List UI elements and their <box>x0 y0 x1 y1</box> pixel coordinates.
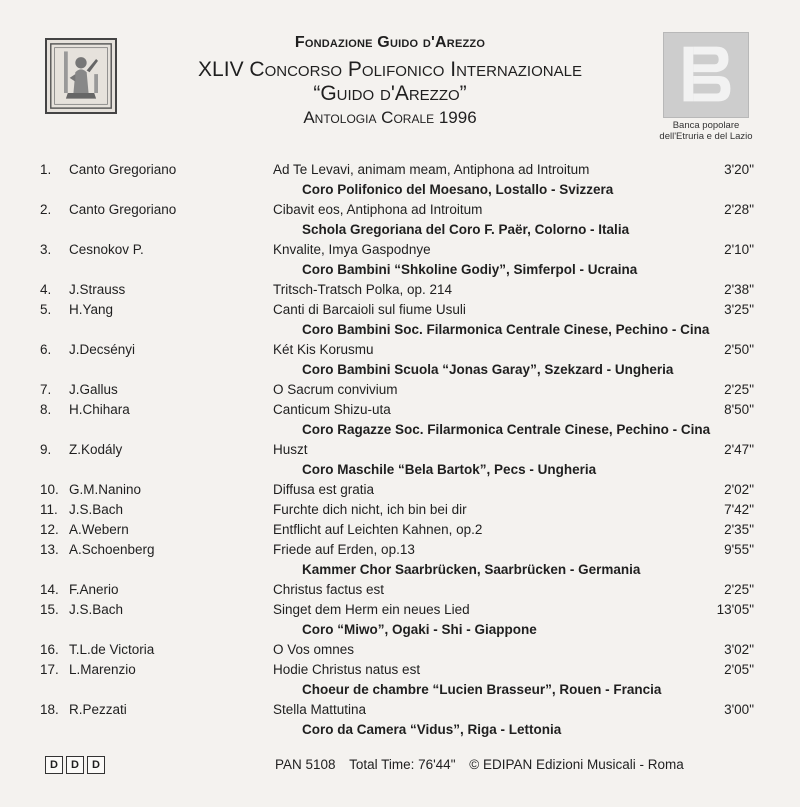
catalog-number: PAN 5108 <box>275 757 336 772</box>
ddd-code-badge <box>45 756 105 774</box>
sponsor-logo <box>652 32 760 142</box>
track-composer: J.S.Bach <box>69 602 124 617</box>
track-title: O Vos omnes <box>273 642 355 657</box>
track-composer: J.Strauss <box>69 282 126 297</box>
statue-emblem-icon <box>45 38 117 114</box>
track-duration: 2'35" <box>724 522 754 537</box>
track-choir: Kammer Chor Saarbrücken, Saarbrücken - Germania <box>302 562 641 577</box>
track-row <box>0 440 800 460</box>
guido-title: “Guido d'Arezzo” <box>313 82 467 105</box>
track-title: Canti di Barcaioli sul fiume Usuli <box>273 302 466 317</box>
track-duration: 2'47" <box>724 442 754 457</box>
track-row <box>0 340 800 360</box>
track-composer: J.Decsényi <box>69 342 136 357</box>
track-number: 2. <box>40 202 52 217</box>
bank-caption: Banca popolare dell'Etruria e del Lazio <box>659 120 753 142</box>
track-composer: J.Gallus <box>69 382 118 397</box>
track-row <box>0 540 800 560</box>
track-number: 13. <box>40 542 59 557</box>
track-row <box>0 600 800 620</box>
track-row <box>0 240 800 260</box>
track-number: 12. <box>40 522 59 537</box>
competition-title: XLIV Concorso Polifonico Internazionale <box>198 58 582 81</box>
track-choir: Coro Bambini “Shkoline Godiy”, Simferpol - Ucraina <box>302 262 638 277</box>
track-title: Diffusa est gratia <box>273 482 375 497</box>
track-list <box>0 160 800 740</box>
track-row <box>0 400 800 420</box>
track-row <box>0 640 800 660</box>
footer <box>275 757 694 772</box>
track-composer: A.Webern <box>69 522 129 537</box>
track-row <box>0 300 800 320</box>
track-row <box>0 700 800 720</box>
header <box>140 34 640 130</box>
publisher-label: © EDIPAN Edizioni Musicali - Roma <box>469 757 684 772</box>
track-composer: Canto Gregoriano <box>69 162 177 177</box>
track-choir: Coro “Miwo”, Ogaki - Shi - Giappone <box>302 622 537 637</box>
track-row <box>0 500 800 520</box>
track-number: 5. <box>40 302 52 317</box>
track-duration: 13'05" <box>716 602 754 617</box>
track-number: 11. <box>40 502 58 517</box>
track-row <box>0 160 800 180</box>
track-composer: J.S.Bach <box>69 502 124 517</box>
track-number: 15. <box>40 602 59 617</box>
track-duration: 3'02" <box>724 642 754 657</box>
track-duration: 3'00" <box>724 702 754 717</box>
track-title: Stella Mattutina <box>273 702 367 717</box>
track-duration: 2'25" <box>724 582 754 597</box>
ddd-letter: D <box>66 756 84 774</box>
track-title: Cibavit eos, Antiphona ad Introitum <box>273 202 483 217</box>
track-duration: 2'25" <box>724 382 754 397</box>
track-composer: Cesnokov P. <box>69 242 144 257</box>
track-number: 8. <box>40 402 52 417</box>
track-number: 1. <box>40 162 52 177</box>
track-choir: Coro Bambini Scuola “Jonas Garay”, Szekzard - Ungheria <box>302 362 674 377</box>
track-choir: Schola Gregoriana del Coro F. Paër, Colorno - Italia <box>302 222 630 237</box>
track-title: O Sacrum convivium <box>273 382 398 397</box>
track-number: 14. <box>40 582 59 597</box>
track-duration: 2'10" <box>724 242 754 257</box>
track-title: Singet dem Herm ein neues Lied <box>273 602 470 617</box>
track-row <box>0 520 800 540</box>
track-title: Két Kis Korusmu <box>273 342 374 357</box>
ddd-letter: D <box>87 756 105 774</box>
track-title: Huszt <box>273 442 308 457</box>
track-row <box>0 580 800 600</box>
track-row <box>0 280 800 300</box>
track-composer: A.Schoenberg <box>69 542 155 557</box>
track-title: Friede auf Erden, op.13 <box>273 542 415 557</box>
track-duration: 3'20" <box>724 162 754 177</box>
track-choir: Coro Ragazze Soc. Filarmonica Centrale Cinese, Pechino - Cina <box>302 422 711 437</box>
track-number: 7. <box>40 382 52 397</box>
track-number: 6. <box>40 342 52 357</box>
track-title: Hodie Christus natus est <box>273 662 421 677</box>
track-row <box>0 660 800 680</box>
track-duration: 2'28" <box>724 202 754 217</box>
track-choir: Coro Polifonico del Moesano, Lostallo - Svizzera <box>302 182 614 197</box>
track-number: 3. <box>40 242 52 257</box>
track-duration: 2'05" <box>724 662 754 677</box>
track-composer: Canto Gregoriano <box>69 202 177 217</box>
track-title: Knvalite, Imya Gaspodnye <box>273 242 431 257</box>
track-number: 10. <box>40 482 59 497</box>
track-composer: Z.Kodály <box>69 442 123 457</box>
track-title: Furchte dich nicht, ich bin bei dir <box>273 502 467 517</box>
anthology-title: Antologia Corale 1996 <box>303 108 477 127</box>
track-choir: Coro Maschile “Bela Bartok”, Pecs - Ungheria <box>302 462 597 477</box>
track-row <box>0 480 800 500</box>
track-number: 17. <box>40 662 59 677</box>
track-choir: Coro da Camera “Vidus”, Riga - Lettonia <box>302 722 562 737</box>
track-duration: 3'25" <box>724 302 754 317</box>
track-composer: H.Yang <box>69 302 114 317</box>
track-title: Tritsch-Tratsch Polka, op. 214 <box>273 282 453 297</box>
foundation-title: Fondazione Guido d'Arezzo <box>294 34 486 51</box>
track-composer: F.Anerio <box>69 582 119 597</box>
ddd-letter: D <box>45 756 63 774</box>
track-number: 18. <box>40 702 59 717</box>
track-duration: 2'38" <box>724 282 754 297</box>
track-duration: 7'42" <box>724 502 754 517</box>
track-title: Ad Te Levavi, animam meam, Antiphona ad Introitum <box>273 162 590 177</box>
track-duration: 2'02" <box>724 482 754 497</box>
track-composer: H.Chihara <box>69 402 130 417</box>
track-composer: T.L.de Victoria <box>69 642 155 657</box>
track-number: 16. <box>40 642 59 657</box>
bank-logo-icon <box>663 32 749 118</box>
track-title: Entflicht auf Leichten Kahnen, op.2 <box>273 522 483 537</box>
track-title: Canticum Shizu-uta <box>273 402 391 417</box>
track-choir: Choeur de chambre “Lucien Brasseur”, Rouen - Francia <box>302 682 662 697</box>
track-row <box>0 200 800 220</box>
track-number: 4. <box>40 282 52 297</box>
track-duration: 8'50" <box>724 402 754 417</box>
track-number: 9. <box>40 442 52 457</box>
track-title: Christus factus est <box>273 582 385 597</box>
track-choir: Coro Bambini Soc. Filarmonica Centrale Cinese, Pechino - Cina <box>302 322 710 337</box>
track-composer: G.M.Nanino <box>69 482 142 497</box>
track-composer: R.Pezzati <box>69 702 127 717</box>
total-time: Total Time: 76'44" <box>349 757 456 772</box>
track-row <box>0 380 800 400</box>
track-composer: L.Marenzio <box>69 662 136 677</box>
track-duration: 2'50" <box>724 342 754 357</box>
track-duration: 9'55" <box>724 542 754 557</box>
